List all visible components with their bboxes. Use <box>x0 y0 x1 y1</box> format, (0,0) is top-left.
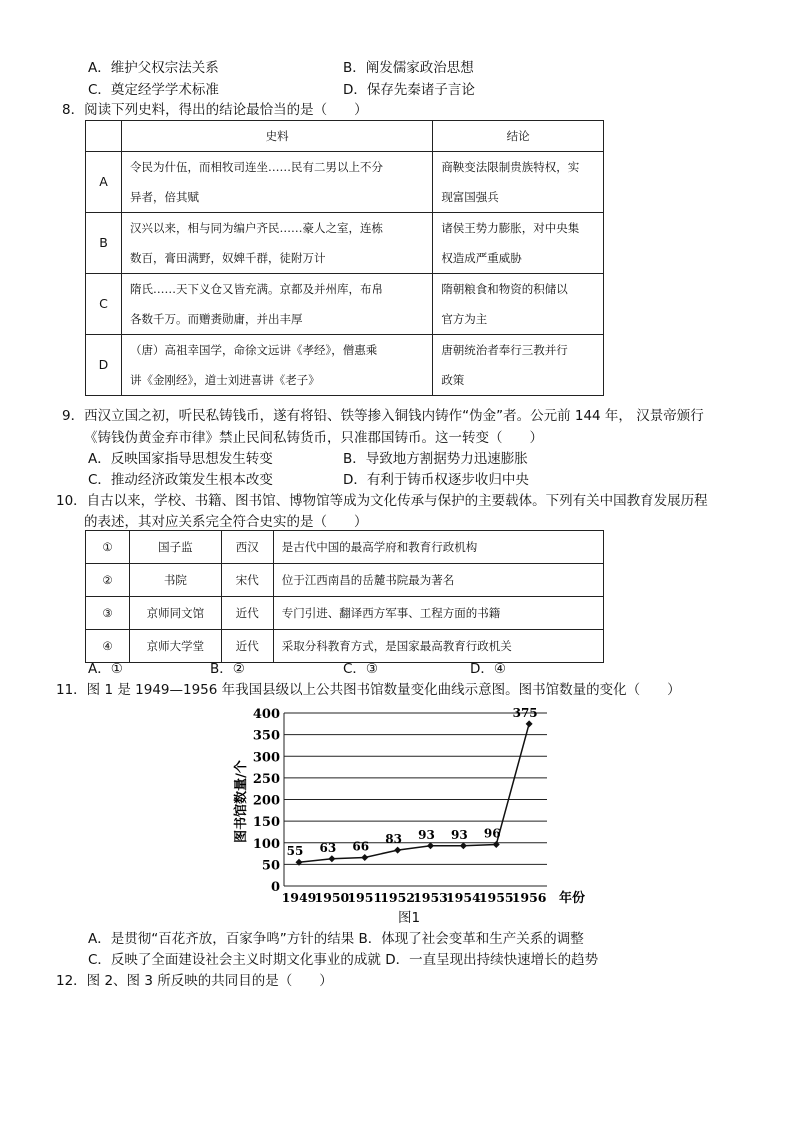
table-header-row <box>86 121 604 152</box>
q7-option-d: D．保存先秦诸子言论 <box>343 82 475 98</box>
conclusion-cell <box>433 335 604 396</box>
library-count-chart <box>225 700 595 910</box>
conclusion-line: 唐朝统治者奉行三教并行 <box>441 343 568 357</box>
y-tick-label: 250 <box>252 771 280 787</box>
q10-stem-line-1: 10．自古以来，学校、书籍、图书馆、博物馆等成为文化传承与保护的主要载体。下列有关中国教育发展历程 <box>56 493 708 509</box>
q10-option-d: D．④ <box>470 661 506 677</box>
source-line: 异者，倍其赋 <box>129 190 199 204</box>
data-label: 96 <box>483 826 501 841</box>
x-axis-label: 年份 <box>559 891 586 906</box>
era: 近代 <box>221 597 273 630</box>
y-tick-label: 400 <box>252 707 280 722</box>
x-tick-label: 1956 <box>511 890 547 905</box>
table-row <box>86 213 604 274</box>
q10-option-c: C．③ <box>343 661 379 677</box>
q11-options-line-1: A．是贯彻“百花齐放，百家争鸣”方针的结果 B．体现了社会变革和生产关系的调整 <box>88 931 584 947</box>
q8-stem: 8．阅读下列史料，得出的结论最恰当的是（ ） <box>62 102 368 118</box>
y-axis-label: 图书馆数量/个 <box>234 760 249 843</box>
era: 近代 <box>221 630 273 663</box>
description: 是古代中国的最高学府和教育行政机构 <box>273 531 603 564</box>
conclusion-cell <box>433 152 604 213</box>
figure-caption: 图1 <box>398 910 421 926</box>
table-row <box>86 531 604 564</box>
data-label: 66 <box>352 839 370 854</box>
source-cell <box>121 335 432 396</box>
q9-option-d: D．有利于铸币权逐步收归中央 <box>343 472 529 488</box>
data-label: 93 <box>418 827 435 842</box>
data-labels <box>287 706 538 858</box>
source-line: 讲《金刚经》，道士刘进喜讲《老子》 <box>129 373 320 387</box>
description: 位于江西南昌的岳麓书院最为著名 <box>273 564 603 597</box>
conclusion-line: 权造成严重威胁 <box>441 251 522 265</box>
q7-option-a: A．维护父权宗法关系 <box>88 60 219 76</box>
header-source: 史料 <box>121 121 432 152</box>
conclusion-line: 政策 <box>441 373 465 387</box>
table-row <box>86 274 604 335</box>
conclusion-line: 隋朝粮食和物资的积储以 <box>441 282 568 296</box>
q9-option-a: A．反映国家指导思想发生转变 <box>88 451 273 467</box>
q12-stem: 12．图 2、图 3 所反映的共同目的是（ ） <box>56 973 333 989</box>
data-point <box>394 847 401 854</box>
institution-name: 国子监 <box>129 531 221 564</box>
q11-options-line-2: C．反映了全面建设社会主义时期文化事业的成就 D．一直呈现出持续快速增长的趋势 <box>88 952 599 968</box>
y-tick-label: 50 <box>261 858 280 874</box>
x-tick-label: 1950 <box>314 890 350 905</box>
description: 专门引进、翻译西方军事、工程方面的书籍 <box>273 597 603 630</box>
data-point <box>460 842 467 849</box>
header-conclusion: 结论 <box>433 121 604 152</box>
conclusion-cell <box>433 274 604 335</box>
data-point <box>493 841 500 848</box>
row-label: D <box>86 335 122 396</box>
q8-table <box>85 120 604 396</box>
x-tick-label: 1955 <box>478 890 514 905</box>
data-label: 63 <box>319 840 337 855</box>
x-tick-label: 1949 <box>281 890 317 905</box>
data-label: 93 <box>451 827 468 842</box>
source-cell <box>121 274 432 335</box>
y-tick-label: 150 <box>252 815 280 831</box>
era: 宋代 <box>221 564 273 597</box>
institution-name: 京师大学堂 <box>129 630 221 663</box>
q10-stem-line-2: 的表述，其对应关系完全符合史实的是（ ） <box>84 514 368 530</box>
q10-option-a: A．① <box>88 661 123 677</box>
era: 西汉 <box>221 531 273 564</box>
conclusion-cell <box>433 213 604 274</box>
x-tick-label: 1952 <box>380 890 416 905</box>
data-point <box>361 854 368 861</box>
x-tick-label: 1953 <box>413 890 448 905</box>
data-label: 55 <box>286 844 304 859</box>
x-tick-label: 1954 <box>445 890 481 905</box>
table-row <box>86 597 604 630</box>
source-line: 令民为什伍，而相牧司连坐……民有二男以上不分 <box>129 160 383 174</box>
conclusion-line: 官方为主 <box>441 312 488 326</box>
conclusion-line: 诸侯王势力膨胀，对中央集 <box>441 221 580 235</box>
data-point <box>328 855 335 862</box>
data-point <box>427 842 434 849</box>
y-tick-label: 100 <box>252 836 280 852</box>
row-label: C <box>86 274 122 335</box>
x-tick-label: 1951 <box>347 890 383 905</box>
institution-name: 书院 <box>129 564 221 597</box>
y-axis-ticks <box>253 707 280 895</box>
q9-stem-line-2: 《铸钱伪黄金弃市律》禁止民间私铸货币，只准郡国铸币。这一转变（ ） <box>84 430 543 446</box>
row-number: ② <box>86 564 130 597</box>
y-tick-label: 0 <box>270 880 280 895</box>
q9-option-c: C．推动经济政策发生根本改变 <box>88 472 273 488</box>
row-number: ④ <box>86 630 130 663</box>
q11-stem: 11．图 1 是 1949—1956 年我国县级以上公共图书馆数量变化曲线示意图。图书馆数量的变化（ ） <box>56 682 681 698</box>
data-label: 375 <box>512 705 538 720</box>
source-line: 数百，膏田满野，奴婢千群，徒附万计 <box>129 251 326 265</box>
q9-stem-line-1: 9．西汉立国之初，听民私铸钱币，遂有将铅、铁等掺入铜钱内铸作“伪金”者。公元前 144 年， 汉景帝颁行 <box>62 408 704 424</box>
source-line: （唐）高祖幸国学，命徐文远讲《孝经》，僧惠乘 <box>129 343 378 357</box>
table-row <box>86 335 604 396</box>
data-point <box>526 720 533 727</box>
source-cell <box>121 213 432 274</box>
y-tick-label: 200 <box>252 793 280 809</box>
y-tick-label: 350 <box>252 728 280 744</box>
row-number: ③ <box>86 597 130 630</box>
table-row <box>86 630 604 663</box>
source-line: 隋氏……天下义仓又皆充满。京都及并州库，布帛 <box>129 282 383 296</box>
source-line: 汉兴以来，相与同为编户齐民……豪人之室，连栋 <box>129 221 383 235</box>
row-label: B <box>86 213 122 274</box>
q7-option-b: B．阐发儒家政治思想 <box>343 60 474 76</box>
x-axis-ticks <box>282 890 547 905</box>
y-tick-label: 300 <box>252 750 280 766</box>
q10-table <box>85 530 604 663</box>
row-label: A <box>86 152 122 213</box>
q7-option-c: C．奠定经学学术标准 <box>88 82 219 98</box>
table-row <box>86 152 604 213</box>
institution-name: 京师同文馆 <box>129 597 221 630</box>
source-line: 各数千万。而赠赉勋庸，并出丰厚 <box>129 312 303 326</box>
q10-option-b: B．② <box>210 661 245 677</box>
row-number: ① <box>86 531 130 564</box>
conclusion-line: 现富国强兵 <box>441 190 499 204</box>
description: 采取分科教育方式，是国家最高教育行政机关 <box>273 630 603 663</box>
source-cell <box>121 152 432 213</box>
table-row <box>86 564 604 597</box>
conclusion-line: 商鞅变法限制贵族特权，实 <box>441 160 580 174</box>
data-label: 83 <box>385 832 402 847</box>
q9-option-b: B．导致地方割据势力迅速膨胀 <box>343 451 528 467</box>
